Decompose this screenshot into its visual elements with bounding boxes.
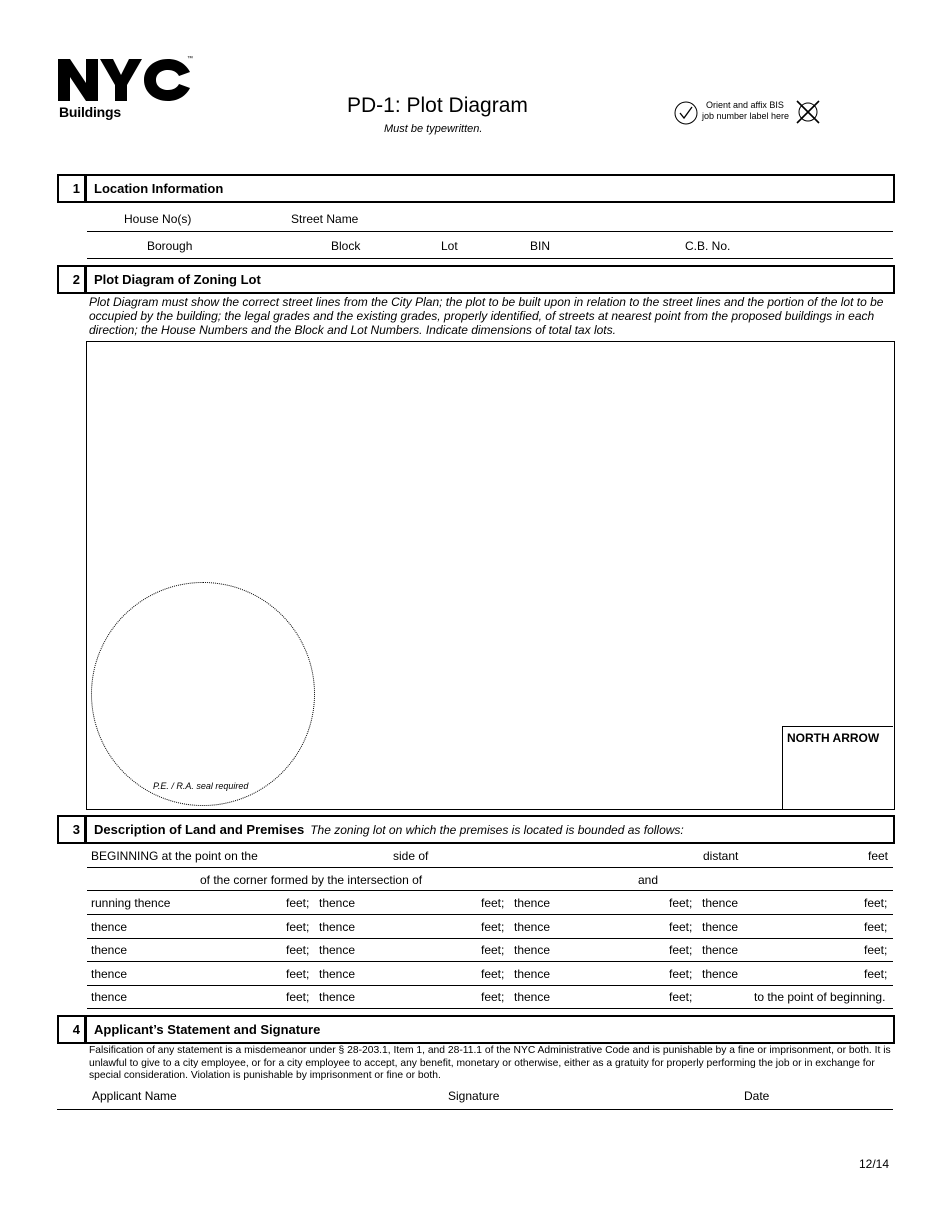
date-label: Date [744,1089,770,1103]
signature-label: Signature [448,1089,500,1103]
lot-label: Lot [441,239,458,253]
check-circle-icon [674,101,698,130]
nyc-logo-graphic [58,57,194,103]
thence-label: thence [702,920,739,934]
seal-label: P.E. / R.A. seal required [153,781,249,791]
thence-label: thence [514,896,551,910]
form-subtitle: Must be typewritten. [384,123,483,135]
orient-label-line2: job number label here [702,111,790,121]
seal-circle [91,582,315,806]
beginning-label: BEGINNING at the point on the [91,849,258,863]
plot-diagram-instructions: Plot Diagram must show the correct street lines from the City Plan; the plot to be built upon in relation to the street lines and the portion of the lot to be occupied by the building; the legal grades and the existing grades, properly identified, of streets at nearest point from the proposed buildings in each direction; the House Numbers and the Block and Lot Numbers. Indicate dimensions of total tax lots. [89,295,884,337]
cb-no-label: C.B. No. [685,239,731,253]
feet-semi-label: feet; [864,943,888,957]
thence-label: thence [514,943,551,957]
side-of-label: side of [393,849,429,863]
applicant-name-label: Applicant Name [92,1089,177,1103]
thence-label: thence [319,896,356,910]
running-thence-label: running thence [91,896,171,910]
corner-field-line[interactable] [87,890,893,891]
section3-header [57,815,895,844]
feet-semi-label: feet; [481,943,505,957]
section2-header [57,265,895,294]
section3-title-wrap [94,817,684,843]
section2-title: Plot Diagram of Zoning Lot [94,272,261,287]
to-point-label: to the point of beginning. [754,990,886,1004]
thence-label: thence [91,943,128,957]
section3-number: 3 [59,817,87,842]
feet-semi-label: feet; [481,967,505,981]
street-name-label: Street Name [291,212,359,226]
north-arrow-label: NORTH ARROW [787,731,880,745]
thence-label: thence [514,920,551,934]
section1-number: 1 [59,176,87,201]
distant-label: distant [703,849,739,863]
feet-semi-label: feet; [286,920,310,934]
block-label: Block [331,239,361,253]
house-no-label: House No(s) [124,212,192,226]
feet-semi-label: feet; [864,896,888,910]
applicant-statement: Falsification of any statement is a misdemeanor under § 28-203.1, Item 1, and 28-11.1 of the NYC Administrative Code and is punishable by a fine or imprisonment, or both. It is unlawful to give to a city employee, or for a city employee to accept, any benefit, monetary or otherwise, either as a gratuity for properly performing the job or in exchange for special consideration. Violation is punishable by imprisonment or fine or both. [89,1045,891,1081]
logo-subtext: Buildings [59,104,121,120]
thence-label: thence [319,967,356,981]
signature-field-line[interactable] [57,1109,893,1110]
borough-label: Borough [147,239,193,253]
thence-label: thence [319,990,356,1004]
feet-semi-label: feet; [481,896,505,910]
feet-semi-label: feet; [669,896,693,910]
feet-semi-label: feet; [481,990,505,1004]
thence-field-line[interactable] [87,914,893,915]
section2-number: 2 [59,267,87,292]
corner-label: of the corner formed by the intersection of [200,873,423,887]
thence-label: thence [702,896,739,910]
section1-header [57,174,895,203]
form-title: PD-1: Plot Diagram [347,94,528,117]
thence-field-line[interactable] [87,938,893,939]
feet-semi-label: feet; [669,967,693,981]
section1-title: Location Information [94,181,224,196]
feet-semi-label: feet; [669,943,693,957]
section4-number: 4 [59,1017,87,1042]
orient-label-line1: Orient and affix BIS [706,100,784,110]
feet-semi-label: feet; [864,967,888,981]
thence-label: thence [91,990,128,1004]
thence-label: thence [702,967,739,981]
feet-semi-label: feet; [286,943,310,957]
and-label: and [638,873,659,887]
borough-block-field-line[interactable] [87,258,893,259]
section4-title: Applicant’s Statement and Signature [94,1022,321,1037]
trademark-mark: ™ [187,56,193,62]
feet-semi-label: feet; [669,920,693,934]
feet-semi-label: feet; [669,990,693,1004]
section4-header [57,1015,895,1044]
thence-field-line[interactable] [87,985,893,986]
thence-label: thence [514,990,551,1004]
house-street-field-line[interactable] [87,231,893,232]
feet-semi-label: feet; [286,896,310,910]
thence-label: thence [91,920,128,934]
x-box-icon [795,99,821,130]
page-code: 12/14 [859,1157,890,1171]
thence-label: thence [319,943,356,957]
section3-subtitle: The zoning lot on which the premises is located is bounded as follows: [310,823,684,837]
thence-field-line[interactable] [87,961,893,962]
nyc-logo [58,57,194,108]
feet-label: feet [868,849,889,863]
thence-label: thence [514,967,551,981]
section3-title: Description of Land and Premises [94,822,305,837]
bin-label: BIN [530,239,551,253]
thence-label: thence [702,943,739,957]
thence-label: thence [319,920,356,934]
feet-semi-label: feet; [286,990,310,1004]
feet-semi-label: feet; [481,920,505,934]
feet-semi-label: feet; [864,920,888,934]
thence-field-line[interactable] [87,1008,893,1009]
thence-label: thence [91,967,128,981]
feet-semi-label: feet; [286,967,310,981]
beginning-field-line[interactable] [87,867,893,868]
